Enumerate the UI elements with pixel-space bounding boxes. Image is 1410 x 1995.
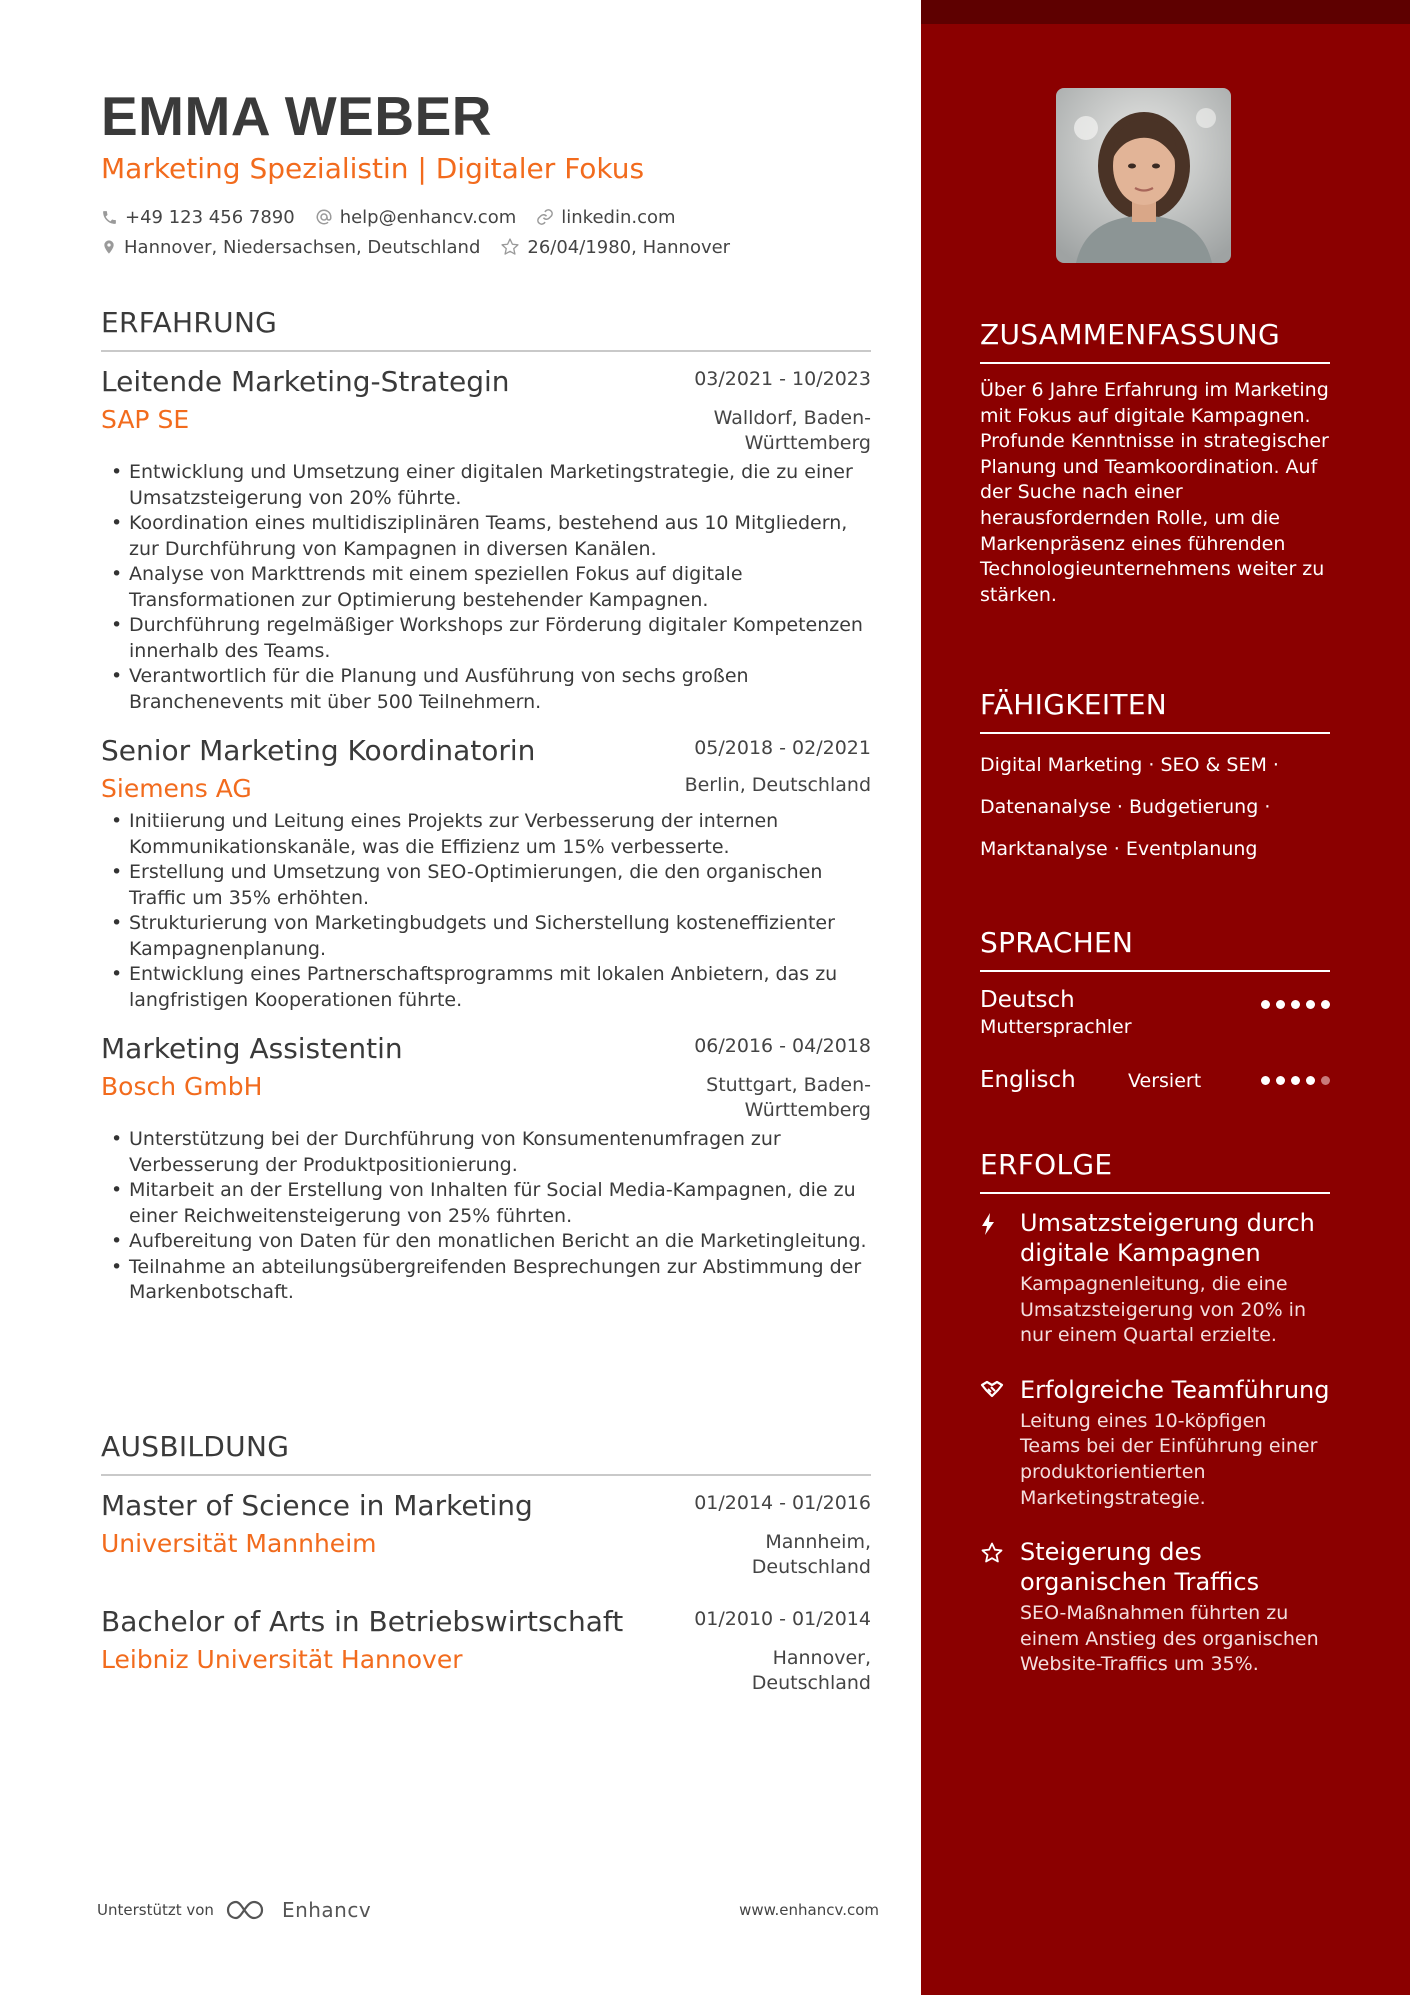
job-location-line2: Württemberg bbox=[744, 1099, 871, 1121]
achievement-desc: Leitung eines 10-köpfigen Teams bei der Einführung einer produktorientierten Marketingstrategie. bbox=[1020, 1409, 1318, 1509]
powered-by-label: Unterstützt von bbox=[97, 1901, 214, 1919]
bullet: • Initiierung und Leitung eines Projekts zur Verbesserung der internen Kommunikationskanäle, was die Effizienz um 15% verbesserte. bbox=[101, 809, 871, 860]
bullet: • Verantwortlich für die Planung und Ausführung von sechs großen Branchenevents mit über 500 Teilnehmern. bbox=[101, 664, 871, 715]
rating-dot bbox=[1321, 1076, 1330, 1085]
footer-url[interactable]: www.enhancv.com bbox=[739, 1901, 879, 1919]
job-entry bbox=[101, 1031, 871, 1306]
bullet: • Entwicklung eines Partnerschaftsprogramms mit lokalen Anbietern, das zu langfristigen Kooperationen führte. bbox=[101, 962, 871, 1013]
email-item[interactable] bbox=[315, 207, 517, 228]
link-icon bbox=[536, 208, 554, 226]
language-item bbox=[980, 986, 1330, 1040]
skills-line: Datenanalyse · Budgetierung · bbox=[980, 796, 1271, 818]
headline: Marketing Spezialistin | Digitaler Fokus bbox=[101, 152, 645, 185]
achievement-desc: Kampagnenleitung, die eine Umsatzsteigerung von 20% in nur einem Quartal erzielte. bbox=[1020, 1273, 1306, 1347]
profile-photo bbox=[1056, 88, 1231, 263]
job-title: Leitende Marketing-Strategin bbox=[101, 365, 510, 398]
school-location bbox=[752, 1646, 871, 1696]
degree-title: Bachelor of Arts in Betriebswirtschaft bbox=[101, 1605, 624, 1638]
language-name: Deutsch bbox=[980, 987, 1075, 1013]
rating-dot bbox=[1306, 1076, 1315, 1085]
achievement-title: Umsatzsteigerung durch digitale Kampagnen bbox=[1020, 1209, 1315, 1267]
location-pin-icon bbox=[101, 238, 117, 256]
language-name: Englisch bbox=[980, 1067, 1076, 1093]
enhancv-logo-icon bbox=[224, 1898, 274, 1922]
job-bullets bbox=[101, 460, 871, 715]
location-text: Hannover, Niedersachsen, Deutschland bbox=[124, 236, 481, 258]
job-bullets bbox=[101, 1127, 871, 1306]
email-link[interactable]: help@enhancv.com bbox=[339, 206, 517, 228]
school-location-line1: Mannheim, bbox=[765, 1531, 871, 1553]
job-location bbox=[714, 406, 871, 456]
job-dates: 03/2021 - 10/2023 bbox=[694, 368, 871, 390]
sidebar bbox=[921, 0, 1410, 1995]
contact-info bbox=[101, 202, 881, 262]
degree-dates: 01/2014 - 01/2016 bbox=[694, 1492, 871, 1514]
education-section bbox=[101, 1430, 871, 1696]
achievement-title: Steigerung des organischen Traffics bbox=[1020, 1538, 1260, 1597]
rating-dot bbox=[1261, 1076, 1270, 1085]
powered-by bbox=[97, 1898, 371, 1922]
bullet: • Entwicklung und Umsetzung einer digitalen Marketingstrategie, die zu einer Umsatzsteigerung von 20% führte. bbox=[101, 460, 871, 511]
language-rating bbox=[1255, 986, 1330, 1009]
phone-item bbox=[101, 207, 295, 228]
job-location bbox=[706, 1073, 871, 1123]
skills-section bbox=[980, 688, 1330, 870]
job-entry bbox=[101, 364, 871, 715]
bullet: • Durchführung regelmäßiger Workshops zur Förderung digitaler Kompetenzen innerhalb des Teams. bbox=[101, 613, 871, 664]
achievement-desc: SEO-Maßnahmen führten zu einem Anstieg des organischen Website-Traffics um 35%. bbox=[1020, 1602, 1319, 1676]
achievement-title: Erfolgreiche Teamführung bbox=[1020, 1375, 1330, 1404]
job-title: Senior Marketing Koordinatorin bbox=[101, 734, 536, 767]
linkedin-link[interactable]: linkedin.com bbox=[561, 206, 676, 228]
education-entry bbox=[101, 1488, 871, 1580]
summary-section bbox=[980, 318, 1330, 608]
school-location-line2: Deutschland bbox=[751, 1556, 871, 1578]
job-bullets bbox=[101, 809, 871, 1013]
at-icon bbox=[315, 208, 333, 226]
bullet: • Analyse von Markttrends mit einem speziellen Fokus auf digitale Transformationen zur Optimierung bestehender Kampagnen. bbox=[101, 562, 871, 613]
school-name: Leibniz Universität Hannover bbox=[101, 1645, 463, 1674]
rating-dot bbox=[1321, 1000, 1330, 1009]
achievement-item bbox=[980, 1537, 1330, 1678]
linkedin-item[interactable] bbox=[536, 207, 675, 228]
job-company: Siemens AG bbox=[101, 774, 252, 803]
brand-name: Enhancv bbox=[281, 1898, 372, 1922]
sidebar-top-bar bbox=[921, 0, 1410, 24]
rating-dot bbox=[1291, 1000, 1300, 1009]
bullet: • Unterstützung bei der Durchführung von Konsumentenumfragen zur Verbesserung der Produktpositionierung. bbox=[101, 1127, 871, 1178]
job-entry bbox=[101, 733, 871, 1013]
job-dates: 06/2016 - 04/2018 bbox=[694, 1035, 871, 1057]
achievements-heading: ERFOLGE bbox=[980, 1148, 1330, 1194]
job-company: SAP SE bbox=[101, 405, 190, 434]
school-location-line1: Hannover, bbox=[772, 1647, 871, 1669]
star-outline-icon bbox=[500, 237, 520, 257]
job-location-line1: Berlin, Deutschland bbox=[684, 774, 871, 796]
job-title: Marketing Assistentin bbox=[101, 1032, 403, 1065]
job-location bbox=[685, 773, 871, 798]
location-item bbox=[101, 237, 480, 258]
experience-section bbox=[101, 306, 871, 1306]
rating-dot bbox=[1261, 1000, 1270, 1009]
job-company: Bosch GmbH bbox=[101, 1072, 263, 1101]
language-level: Muttersprachler bbox=[980, 1016, 1132, 1038]
achievement-item bbox=[980, 1375, 1330, 1511]
language-item bbox=[980, 1066, 1330, 1094]
job-dates: 05/2018 - 02/2021 bbox=[694, 737, 871, 759]
skills-line: Marktanalyse · Eventplanung bbox=[980, 838, 1258, 860]
lightning-icon bbox=[980, 1212, 996, 1236]
phone-text: +49 123 456 7890 bbox=[125, 206, 295, 228]
job-location-line2: Württemberg bbox=[744, 432, 871, 454]
bullet: • Mitarbeit an der Erstellung von Inhalten für Social Media-Kampagnen, die zu einer Reichweitensteigerung von 25% führten. bbox=[101, 1178, 871, 1229]
education-entry bbox=[101, 1604, 871, 1696]
birth-text: 26/04/1980, Hannover bbox=[527, 236, 731, 258]
languages-section bbox=[980, 926, 1330, 1094]
summary-heading: ZUSAMMENFASSUNG bbox=[980, 318, 1330, 364]
bullet: • Strukturierung von Marketingbudgets und Sicherstellung kosteneffizienter Kampagnenplanung. bbox=[101, 911, 871, 962]
birth-item bbox=[500, 237, 730, 258]
degree-dates: 01/2010 - 01/2014 bbox=[694, 1608, 871, 1630]
skills-line: Digital Marketing · SEO & SEM · bbox=[980, 754, 1279, 776]
languages-heading: SPRACHEN bbox=[980, 926, 1330, 972]
language-level: Versiert bbox=[1128, 1070, 1202, 1092]
job-location-line1: Stuttgart, Baden- bbox=[706, 1074, 871, 1096]
school-name: Universität Mannheim bbox=[101, 1529, 377, 1558]
star-icon bbox=[980, 1541, 1004, 1565]
job-location-line1: Walldorf, Baden- bbox=[713, 407, 871, 429]
education-heading: AUSBILDUNG bbox=[101, 1430, 871, 1476]
candidate-name: EMMA WEBER bbox=[101, 85, 492, 147]
bullet: • Teilnahme an abteilungsübergreifenden Besprechungen zur Abstimmung der Markenbotschaft. bbox=[101, 1255, 871, 1306]
skills-list bbox=[980, 744, 1330, 870]
skills-heading: FÄHIGKEITEN bbox=[980, 688, 1330, 734]
degree-title: Master of Science in Marketing bbox=[101, 1489, 533, 1522]
phone-icon bbox=[101, 209, 118, 226]
rating-dot bbox=[1276, 1000, 1285, 1009]
school-location bbox=[752, 1530, 871, 1580]
experience-heading: ERFAHRUNG bbox=[101, 306, 871, 352]
rating-dot bbox=[1306, 1000, 1315, 1009]
bullet: • Erstellung und Umsetzung von SEO-Optimierungen, die den organischen Traffic um 35% erhöhten. bbox=[101, 860, 871, 911]
rating-dot bbox=[1291, 1076, 1300, 1085]
school-location-line2: Deutschland bbox=[751, 1672, 871, 1694]
bullet: • Aufbereitung von Daten für den monatlichen Bericht an die Marketingleitung. bbox=[101, 1229, 871, 1255]
bullet: • Koordination eines multidisziplinären Teams, bestehend aus 10 Mitgliedern, zur Durchführung von Kampagnen in diversen Kanälen. bbox=[101, 511, 871, 562]
language-rating bbox=[1255, 1066, 1330, 1085]
handshake-icon bbox=[980, 1379, 1004, 1401]
summary-text: Über 6 Jahre Erfahrung im Marketing mit Fokus auf digitale Kampagnen. Profunde Kenntnisse in strategischer Planung und Teamkoordination. Auf der Suche nach einer herausfordernden Rolle, um die Markenpräsenz eines führenden Technologieunternehmens weiter zu stärken. bbox=[980, 379, 1329, 606]
footer bbox=[97, 1898, 879, 1922]
achievements-section bbox=[980, 1148, 1330, 1678]
rating-dot bbox=[1276, 1076, 1285, 1085]
achievement-item bbox=[980, 1208, 1330, 1349]
